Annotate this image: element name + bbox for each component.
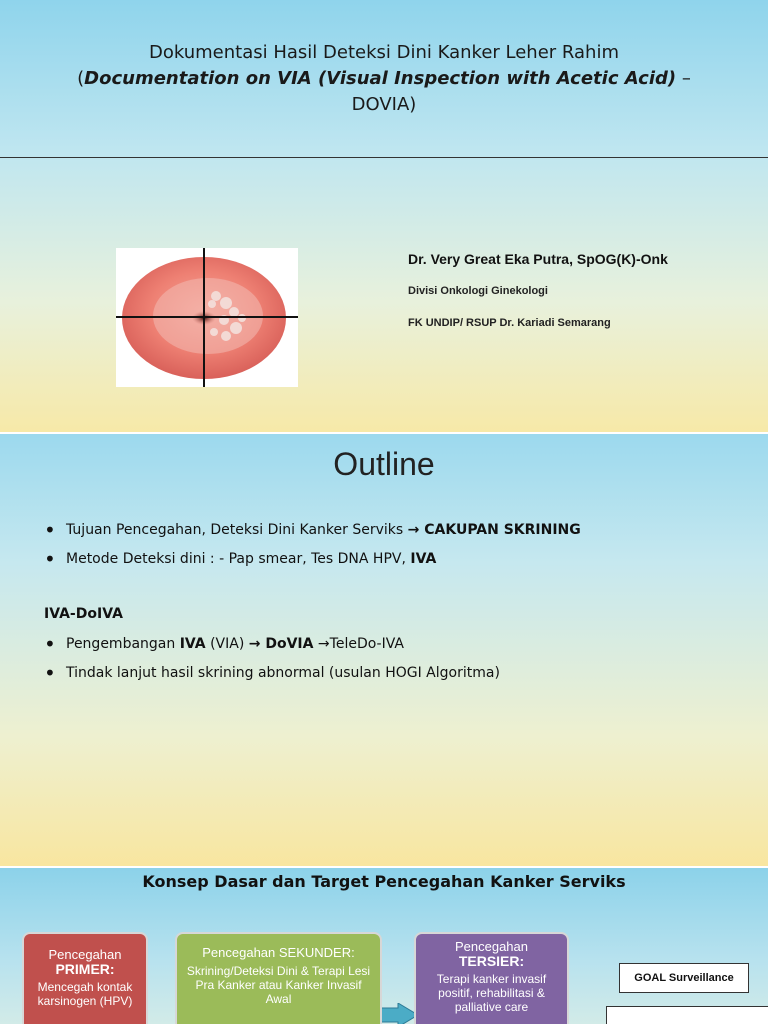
sekunder-box: Pencegahan SEKUNDER: Skrining/Deteksi Dini & Terapi Lesi Pra Kanker atau Kanker Invasif Awal	[175, 932, 382, 1024]
list-item: • Tujuan Pencegahan, Deteksi Dini Kanker Serviks → CAKUPAN SKRINING	[44, 516, 581, 545]
cervix-image	[116, 248, 298, 387]
slide-title	[0, 0, 768, 432]
outline-subheading: IVA-DoIVA	[44, 606, 123, 622]
slide-concept	[0, 868, 768, 1024]
title-line-1: Dokumentasi Hasil Deteksi Dini Kanker Leher Rahim	[149, 42, 619, 63]
title-line-3: DOVIA)	[351, 94, 417, 115]
title-italic: Documentation on VIA (Visual Inspection with Acetic Acid)	[84, 68, 677, 89]
author-division: Divisi Onkologi Ginekologi	[408, 285, 548, 297]
primer-box: Pencegahan PRIMER: Mencegah kontak karsinogen (HPV)	[22, 932, 148, 1024]
author-name: Dr. Very Great Eka Putra, SpOG(K)-Onk	[408, 251, 668, 267]
slide-outline	[0, 434, 768, 866]
author-affiliation: FK UNDIP/ RSUP Dr. Kariadi Semarang	[408, 317, 611, 329]
arrow-icon: →	[248, 636, 261, 652]
outline-list-1	[44, 516, 581, 574]
arrow-icon: →	[407, 522, 420, 538]
list-item: • Pengembangan IVA (VIA) → DoVIA →TeleDo-IVA	[44, 630, 500, 659]
title-rule	[0, 157, 768, 158]
tersier-box: Pencegahan TERSIER: Terapi kanker invasif positif, rehabilitasi & palliative care	[414, 932, 569, 1024]
outline-heading: Outline	[333, 446, 435, 482]
slide-title-heading	[0, 40, 768, 118]
goal-box-empty	[606, 1006, 768, 1024]
outline-list-2	[44, 630, 500, 688]
concept-title: Konsep Dasar dan Target Pencegahan Kanker Serviks	[142, 872, 626, 891]
title-line-2: (Documentation on VIA (Visual Inspection with Acetic Acid) –	[77, 68, 691, 89]
list-item: • Tindak lanjut hasil skrining abnormal (usulan HOGI Algoritma)	[44, 659, 500, 688]
goal-surveillance-box: GOAL Surveillance	[619, 963, 749, 993]
list-item: • Metode Deteksi dini : - Pap smear, Tes DNA HPV, IVA	[44, 545, 581, 574]
